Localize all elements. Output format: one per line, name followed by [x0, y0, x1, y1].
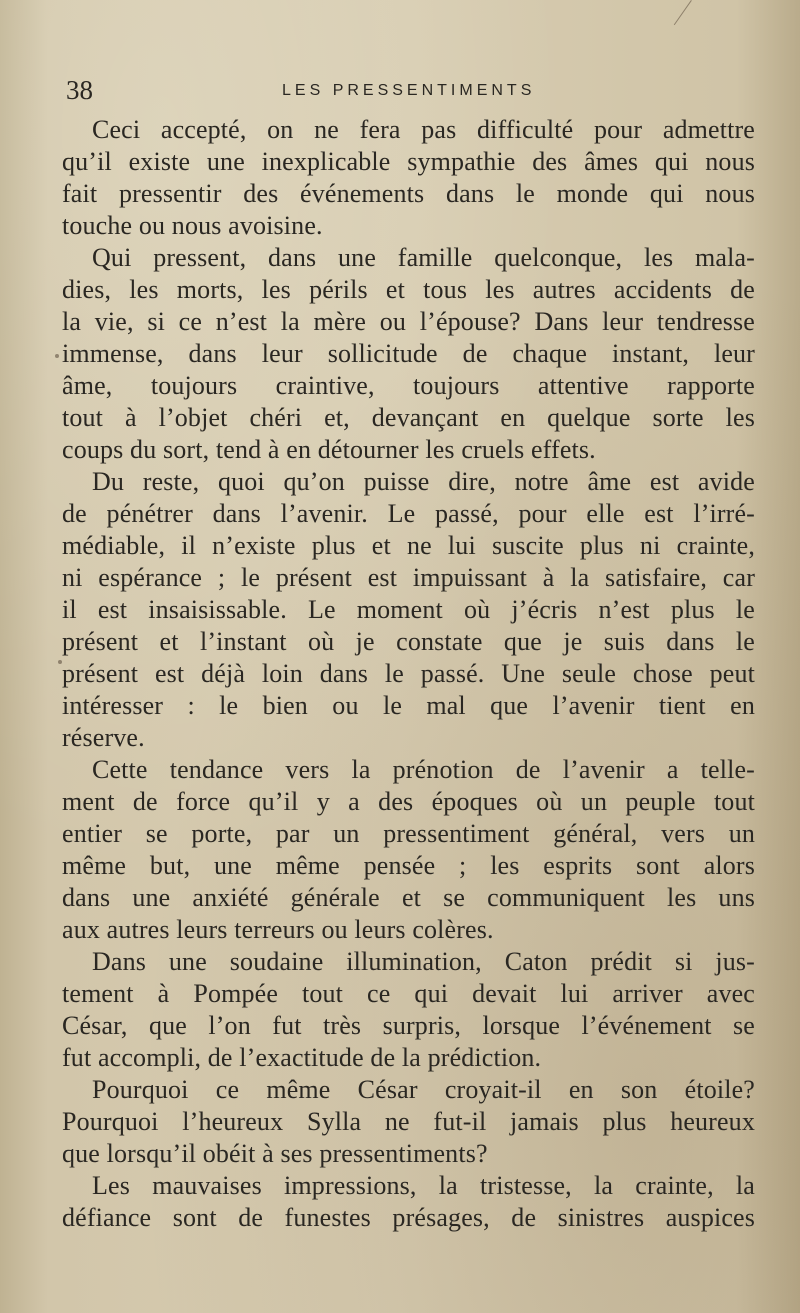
- text-line: même but, une même pensée ; les esprits sont alors: [62, 851, 755, 880]
- text-line: ni espérance ; le présent est impuissant à la satisfaire, car: [62, 563, 755, 592]
- text-line: réserve.: [62, 723, 145, 752]
- text-line: tement à Pompée tout ce qui devait lui arriver avec: [62, 979, 755, 1008]
- paper-mark: [674, 0, 692, 25]
- text-line: il est insaisissable. Le moment où j’écris n’est plus le: [62, 595, 755, 624]
- ink-speck: [55, 354, 59, 358]
- text-line: Pourquoi l’heureux Sylla ne fut-il jamais plus heureux: [62, 1107, 755, 1136]
- text-line: entier se porte, par un pressentiment général, vers un: [62, 819, 755, 848]
- page-number: 38: [66, 75, 93, 105]
- text-line: dies, les morts, les périls et tous les autres accidents de: [62, 275, 755, 304]
- text-line: César, que l’on fut très surpris, lorsque l’événement se: [62, 1011, 755, 1040]
- text-line: qu’il existe une inexplicable sympathie des âmes qui nous: [62, 147, 755, 176]
- paragraph: [62, 1074, 755, 1170]
- paragraph: [62, 1170, 755, 1234]
- running-head: LES PRESSENTIMENTS: [282, 82, 536, 99]
- text-line: Qui pressent, dans une famille quelconque, les mala-: [92, 243, 755, 272]
- paragraph: [62, 114, 755, 242]
- text-line: de pénétrer dans l’avenir. Le passé, pour elle est l’irré-: [62, 499, 755, 528]
- paragraph: [62, 754, 755, 946]
- paragraph: [62, 946, 755, 1074]
- text-line: médiable, il n’existe plus et ne lui suscite plus ni crainte,: [62, 531, 755, 560]
- paragraph: [62, 466, 755, 754]
- text-line: présent et l’instant où je constate que je suis dans le: [62, 627, 755, 656]
- text-line: la vie, si ce n’est la mère ou l’épouse? Dans leur tendresse: [62, 307, 755, 336]
- text-line: intéresser : le bien ou le mal que l’avenir tient en: [62, 691, 755, 720]
- text-line: que lorsqu’il obéit à ses pressentiments?: [62, 1139, 488, 1168]
- text-line: âme, toujours craintive, toujours attentive rapporte: [62, 371, 755, 400]
- text-line: fut accompli, de l’exactitude de la prédiction.: [62, 1043, 542, 1072]
- text-line: Dans une soudaine illumination, Caton prédit si jus-: [92, 947, 755, 976]
- page-header: [64, 74, 754, 106]
- text-line: coups du sort, tend à en détourner les cruels effets.: [62, 435, 596, 464]
- paragraph: [62, 242, 755, 466]
- text-line: dans une anxiété générale et se communiquent les uns: [62, 883, 755, 912]
- text-line: Les mauvaises impressions, la tristesse, la crainte, la: [92, 1171, 755, 1200]
- text-line: défiance sont de funestes présages, de sinistres auspices: [62, 1203, 755, 1232]
- text-line: ment de force qu’il y a des époques où un peuple tout: [62, 787, 755, 816]
- text-line: touche ou nous avoisine.: [62, 211, 323, 240]
- text-line: immense, dans leur sollicitude de chaque instant, leur: [62, 339, 755, 368]
- text-line: tout à l’objet chéri et, devançant en quelque sorte les: [62, 403, 755, 432]
- text-line: présent est déjà loin dans le passé. Une seule chose peut: [62, 659, 755, 688]
- text-line: Cette tendance vers la prénotion de l’avenir a telle-: [92, 755, 755, 784]
- text-line: Ceci accepté, on ne fera pas difficulté pour admettre: [92, 115, 755, 144]
- body-text: [62, 114, 755, 1234]
- text-line: aux autres leurs terreurs ou leurs colères.: [62, 915, 494, 944]
- text-line: Pourquoi ce même César croyait-il en son étoile?: [92, 1075, 755, 1104]
- text-line: fait pressentir des événements dans le monde qui nous: [62, 179, 755, 208]
- text-line: Du reste, quoi qu’on puisse dire, notre âme est avide: [92, 467, 755, 496]
